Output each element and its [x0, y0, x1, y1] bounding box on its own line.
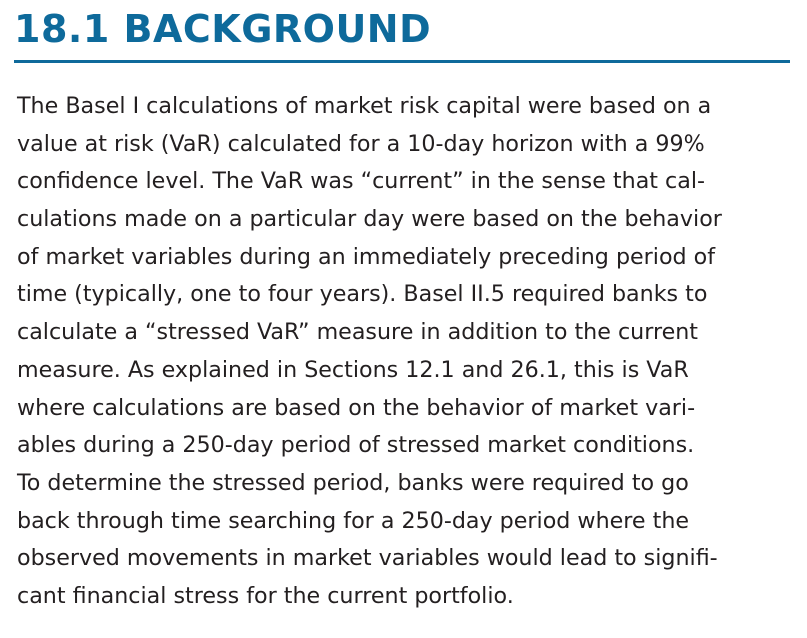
paragraph-line: calculate a “stressed VaR” measure in addition to the current: [17, 319, 698, 346]
paragraph-line: To determine the stressed period, banks were required to go: [17, 469, 689, 496]
paragraph-line: observed movements in market variables would lead to signifi-: [17, 545, 718, 572]
paragraph-line: The Basel I calculations of market risk capital were based on a: [17, 93, 712, 119]
paragraph-line: cant financial stress for the current portfolio.: [17, 582, 514, 609]
heading-rule: [14, 60, 790, 63]
paragraph-line: culations made on a particular day were based on the behavior: [17, 206, 722, 233]
paragraph-line: confidence level. The VaR was “current” in the sense that cal-: [17, 168, 706, 195]
paragraph-line: back through time searching for a 250-day period where the: [17, 507, 690, 534]
paragraph-line: time (typically, one to four years). Basel II.5 required banks to: [17, 281, 708, 308]
section-heading: 18.1 BACKGROUND: [14, 7, 432, 51]
paragraph-line: value at risk (VaR) calculated for a 10-day horizon with a 99%: [17, 130, 705, 157]
paragraph-line: where calculations are based on the behavior of market vari-: [17, 394, 696, 421]
paragraph-line: measure. As explained in Sections 12.1 and 26.1, this is VaR: [17, 356, 689, 383]
body-paragraph: [17, 88, 797, 616]
paragraph-line: of market variables during an immediately preceding period of: [17, 243, 716, 270]
paragraph-line: ables during a 250-day period of stressed market conditions.: [17, 432, 695, 459]
